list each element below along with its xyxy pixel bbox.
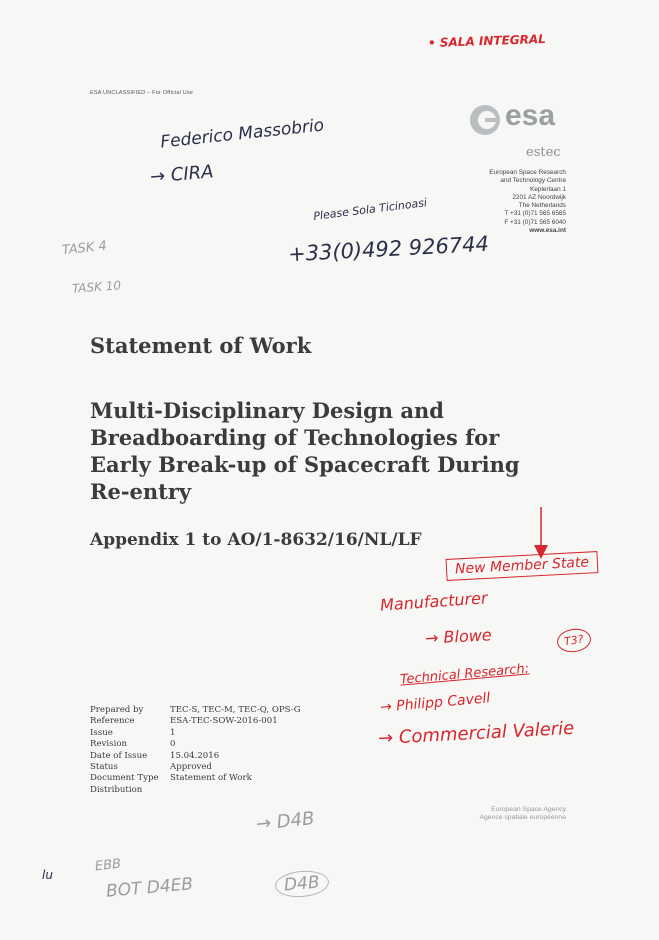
address-line: F +31 (0)71 565 6040 — [504, 218, 566, 226]
handwritten-name: Federico Massobrio — [159, 115, 326, 153]
document-title — [90, 397, 560, 505]
metadata-label: Status — [90, 762, 118, 773]
metadata-value: 15.04.2016 — [170, 750, 220, 761]
metadata-label: Distribution — [90, 784, 143, 795]
address-line: T +31 (0)71 565 6565 — [504, 210, 566, 218]
handwritten-bullet: → Philipp Cavell — [379, 690, 491, 716]
metadata-value: ESA-TEC-SOW-2016-001 — [170, 716, 278, 727]
handwritten-org: → CIRA — [149, 161, 215, 188]
address-line: The Netherlands — [518, 202, 566, 210]
metadata-value: 0 — [170, 739, 176, 750]
metadata-row — [90, 762, 301, 773]
handwritten-phone: +33(0)492 926744 — [287, 231, 490, 267]
website-link[interactable]: www.esa.int — [529, 227, 566, 235]
handwritten-boxed-note: New Member State — [446, 551, 599, 581]
handwritten-pencil-note: EBB — [94, 856, 122, 875]
metadata-label: Revision — [90, 739, 128, 750]
agency-footer — [479, 806, 566, 823]
title-line: Re-entry — [90, 479, 192, 504]
metadata-value: TEC-S, TEC-M, TEC-Q, OPS-G — [170, 705, 301, 715]
metadata-value: Statement of Work — [170, 773, 252, 784]
handwritten-please-note: Please Sola Ticinoasi — [312, 196, 428, 223]
metadata-value — [170, 785, 301, 796]
classification-label: ESA UNCLASSIFIED – For Official Use — [90, 90, 194, 96]
agency-name-en: European Space Agency — [491, 806, 566, 813]
metadata-label: Date of Issue — [90, 750, 148, 761]
handwritten-tech-research: Technical Research: — [399, 661, 530, 688]
address-line: 2201 AZ Noordwijk — [512, 193, 566, 201]
metadata-row — [90, 728, 301, 739]
metadata-value: Approved — [170, 762, 212, 773]
handwritten-manufacturer: Manufacturer — [379, 588, 489, 615]
esa-logo-icon — [468, 103, 502, 137]
site-name: estec — [526, 145, 561, 160]
metadata-label: Prepared by — [90, 705, 144, 715]
address-block — [489, 169, 566, 235]
appendix-reference: Appendix 1 to AO/1-8632/16/NL/LF — [90, 530, 422, 550]
metadata-label: Issue — [90, 727, 113, 738]
handwritten-pencil-note: BOT D4EB — [105, 874, 194, 902]
metadata-row — [90, 739, 301, 750]
title-line: Breadboarding of Technologies for — [90, 425, 500, 450]
agency-name-fr: Agence spatiale européenne — [479, 814, 566, 822]
metadata-table — [90, 705, 301, 796]
metadata-label: Reference — [90, 716, 135, 727]
handwritten-bullet: → Blowe — [424, 625, 493, 648]
metadata-row — [90, 751, 301, 762]
metadata-row — [90, 705, 301, 716]
handwritten-circled-note: T3? — [556, 627, 592, 654]
handwritten-task-10: TASK 10 — [71, 278, 122, 296]
metadata-row — [90, 773, 301, 784]
handwritten-task-4: TASK 4 — [61, 238, 108, 259]
metadata-row — [90, 716, 301, 727]
title-line: Early Break-up of Spacecraft During — [90, 452, 520, 477]
address-line: and Technology Centre — [500, 177, 566, 185]
handwritten-pencil-note: D4B — [274, 869, 330, 900]
address-line: European Space Research — [489, 169, 566, 176]
metadata-value: 1 — [170, 727, 176, 738]
handwritten-pencil-note: → D4B — [255, 808, 316, 835]
metadata-label: Document Type — [90, 773, 159, 784]
handwritten-top-note: • SALA INTEGRAL — [427, 31, 547, 51]
handwritten-ink-mark: lu — [42, 868, 53, 882]
metadata-row — [90, 785, 301, 796]
document-heading: Statement of Work — [90, 333, 312, 358]
handwritten-bullet: → Commercial Valerie — [377, 717, 575, 750]
title-line: Multi-Disciplinary Design and — [90, 398, 444, 423]
address-line: Keplerlaan 1 — [530, 185, 566, 193]
esa-logo-text: esa — [505, 99, 556, 132]
